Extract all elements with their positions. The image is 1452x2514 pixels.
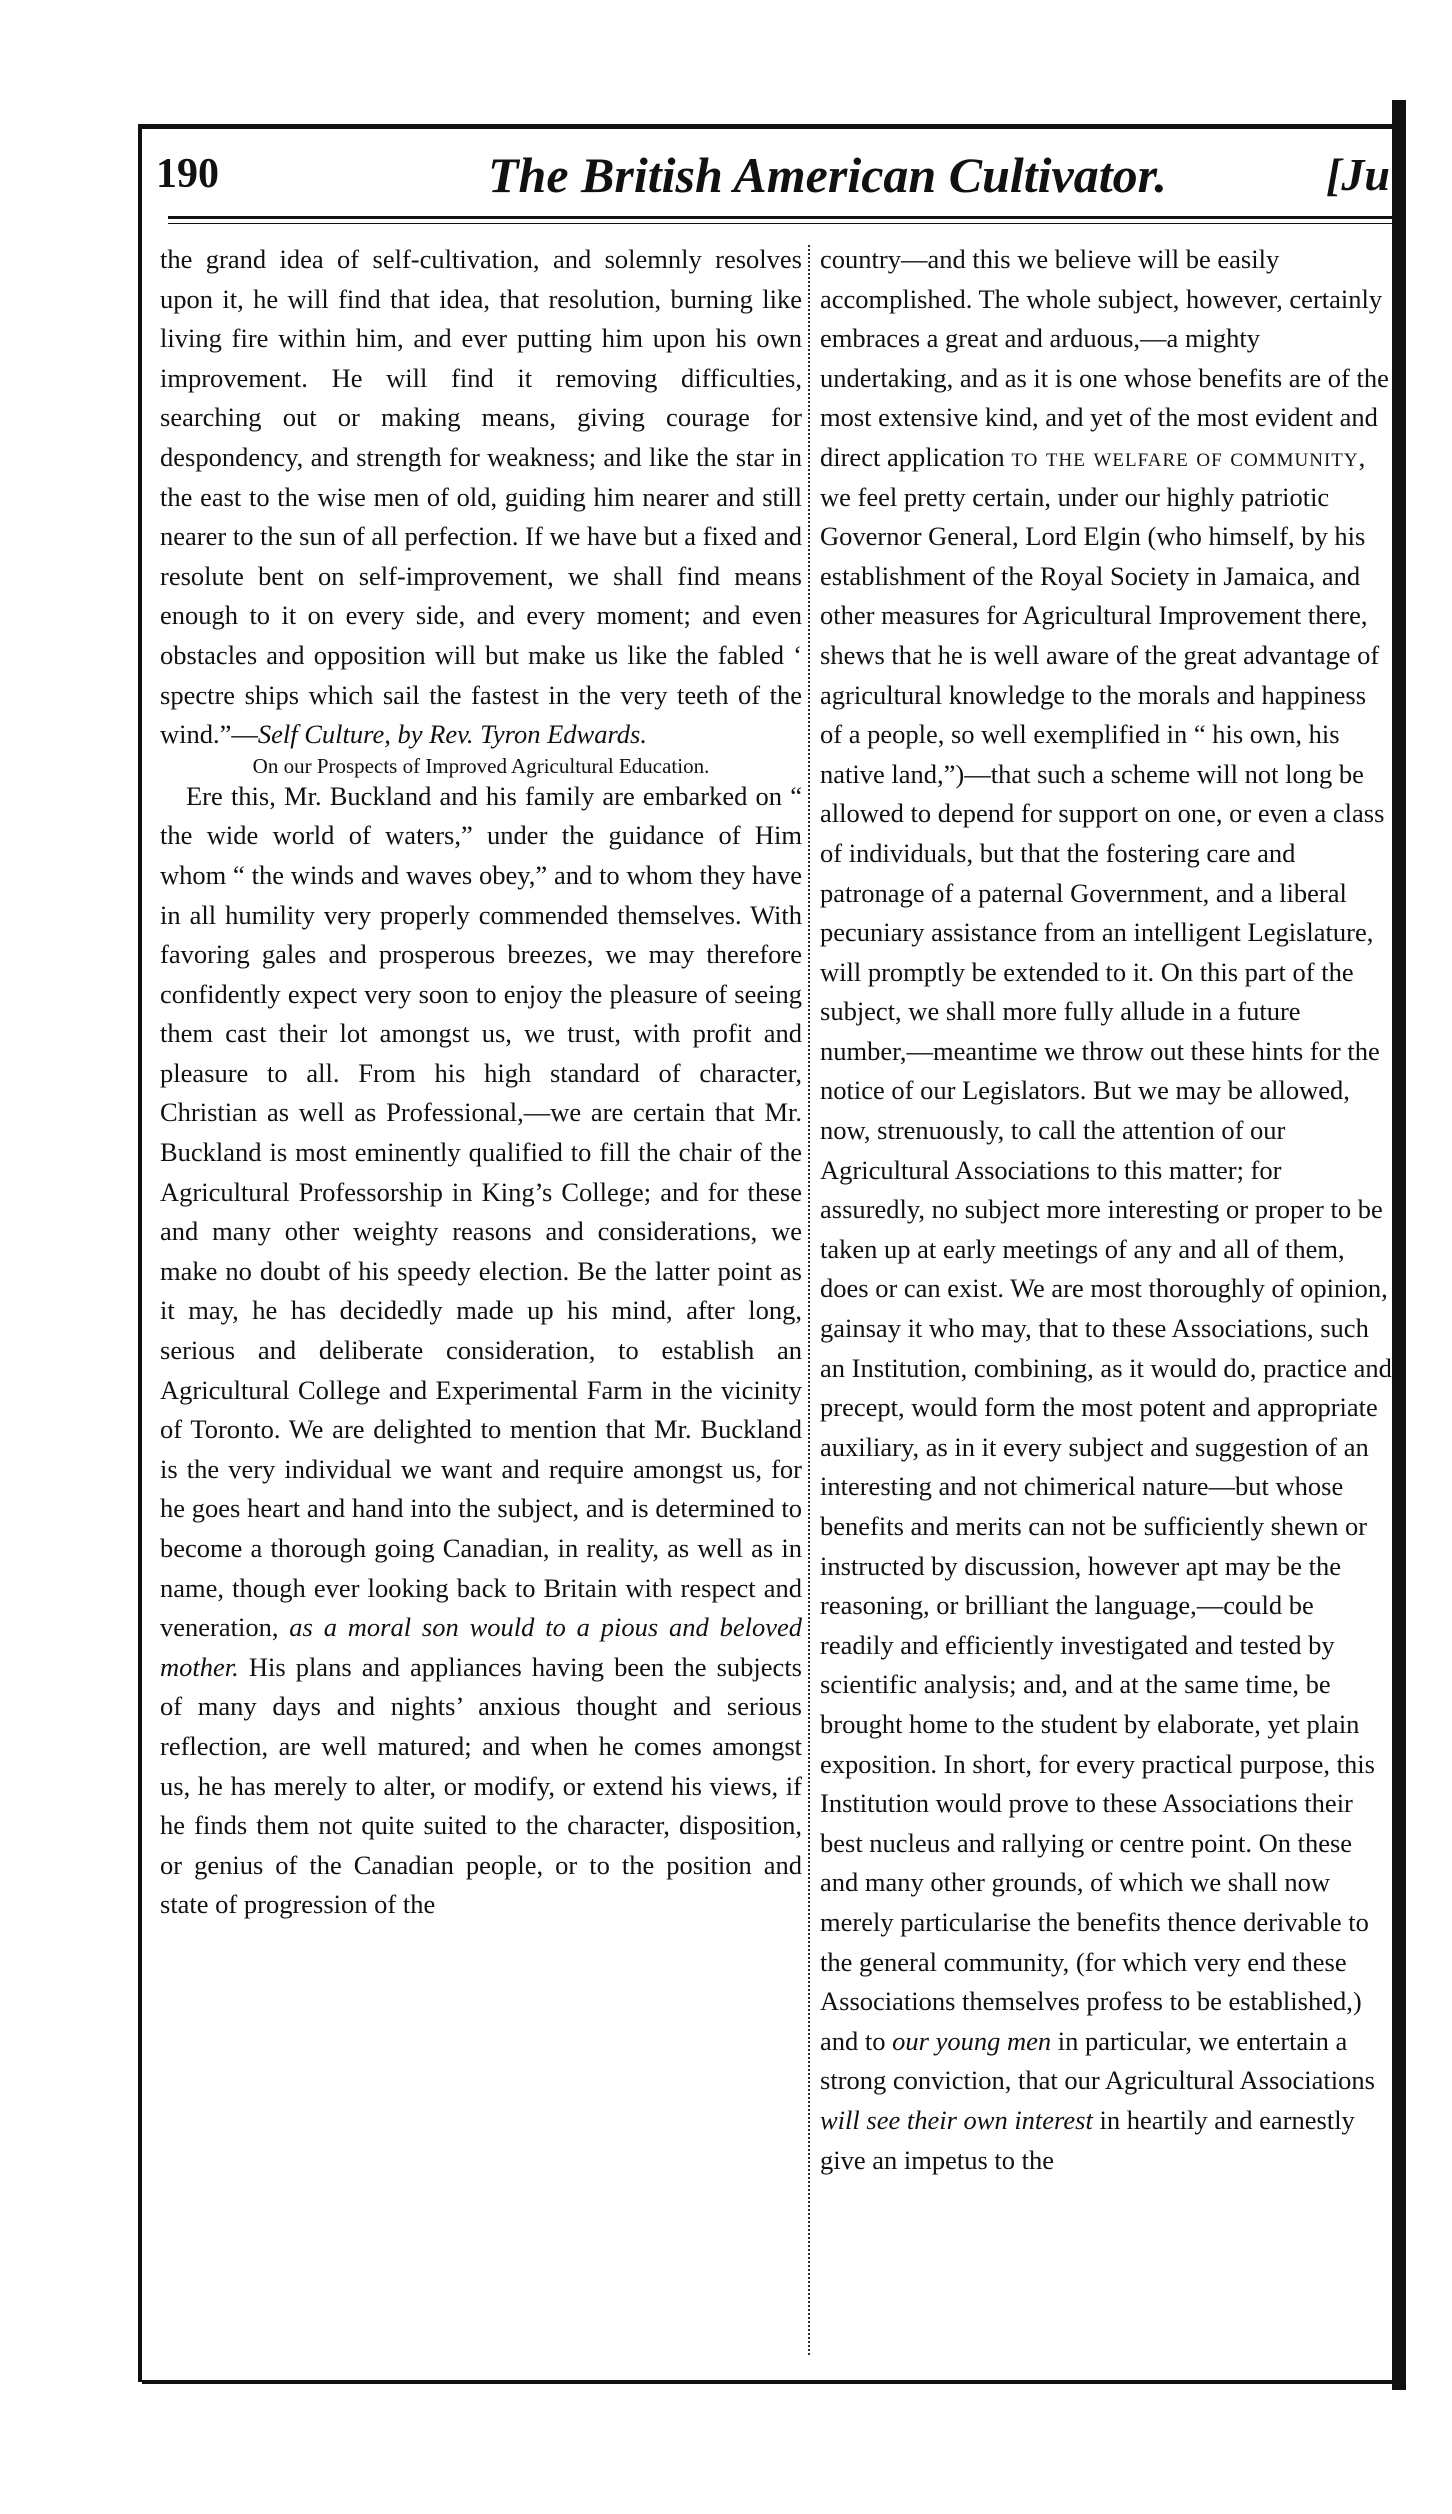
right-text-3: in particular, we entertain a strong conviction, that our Agricultural Associations	[820, 2025, 1375, 2096]
column-divider	[808, 245, 812, 2355]
left-column	[160, 240, 802, 2360]
page-number: 190	[156, 151, 219, 197]
page-header	[148, 140, 1392, 210]
quote-paragraph	[160, 240, 802, 755]
right-text-2: , we feel pretty certain, under our highly patriotic Governor General, Lord Elgin (who himself, by his establishment of the Royal Society in Jamaica, and other measures for Agricultural Improvement there, shews that he is well aware of the great advantage of agricultural knowledge to the morals and happiness of a people, so well exemplified in “ his own, his native land,”)—that such a scheme will not long be allowed to depend for support on one, or even a class of individuals, but that the fostering care and patronage of a paternal Government, and a liberal pecuniary assistance from an intelligent Legislature, will promptly be extended to it. On this part of the subject, we shall more fully allude in a future number,—meantime we throw out these hints for the notice of our Legislators. But we may be allowed, now, strenuously, to call the attention of our Agricultural Associations to this matter; for assuredly, no subject more interesting or proper to be taken up at early meetings of any and all of them, does or can exist. We are most thoroughly of opinion, gainsay it who may, that to these Associations, such an Institution, combining, as it would do, practice and precept, would form the most potent and appropriate auxiliary, as in it every subject and suggestion of an interesting and not chimerical nature—but whose benefits and merits can not be sufficiently shewn or instructed by discussion, however apt may be the reasoning, or brilliant the language,—could be readily and efficiently investigated and tested by scientific analysis; and, and at the same time, be brought home to the student by elaborate, yet plain exposition. In short, for every practical purpose, this Institution would prove to these Associations their best nucleus and rallying or centre point. On these and many other grounds, of which we shall now merely particularise the benefits thence derivable to the general community, (for which very end these Associations themselves profess to be established,) and to	[820, 441, 1392, 2056]
right-text-1: country—and this we believe will be easily accomplished. The whole subject, however, certainly embraces a great and arduous,—a mighty undertaking, and as it is one whose benefits are of the most extensive kind, and yet of the most evident and direct application	[820, 244, 1389, 472]
article-text-1: Ere this, Mr. Buckland and his family are embarked on “ the wide world of waters,” under the guidance of Him whom “ the winds and waves obey,” and to whom they have in all humility very properly commended themselves. With favoring gales and prosperous breezes, we may therefore confidently expect very soon to enjoy the pleasure of seeing them cast their lot amongst us, we trust, with profit and pleasure to all. From his high standard of character, Christian as well as Professional,—we are certain that Mr. Buckland is most eminently qualified to fill the chair of the Agricultural Professorship in King’s College; and for these and many other weighty reasons and considerations, we make no doubt of his speedy election. Be the latter point as it may, he has decidedly made up his mind, after long, serious and deliberate consideration, to establish an Agricultural College and Experimental Farm in the vicinity of Toronto. We are delighted to mention that Mr. Buckland is the very individual we want and require amongst us, for he goes heart and hand into the subject, and is determined to become a thorough going Canadian, in reality, as well as in name, though ever looking back to Britain with respect and veneration,	[160, 780, 802, 1643]
bottom-rule	[142, 2380, 1406, 2384]
right-italic-1: our young men	[892, 2025, 1052, 2056]
header-rule	[168, 216, 1392, 219]
right-small-caps-1: to the welfare of community	[1011, 441, 1359, 472]
quote-attribution: Self Culture, by Rev. Tyron Edwards.	[257, 719, 647, 750]
continued-paragraph	[820, 240, 1392, 2180]
article-italic-1: as a moral son would to a pious and beloved mother.	[160, 1612, 802, 1682]
article-text-2: His plans and appliances having been the subjects of many days and nights’ anxious thought and serious reflection, are well matured; and when he comes amongst us, he has merely to alter, or modify, or extend his views, if he finds them not quite suited to the character, disposition, or genius of the Canadian people, or to the position and state of progression of the	[160, 1651, 802, 1920]
running-title: The British American Cultivator.	[488, 147, 1167, 203]
quote-text: the grand idea of self-cultivation, and solemnly resolves upon it, he will find that idea, that resolution, burning like living fire within him, and ever putting him upon his own improvement. He will find it removing difficulties, searching out or making means, giving courage for despondency, and strength for weakness; and like the star in the east to the wise men of old, guiding him nearer and still nearer to the sun of all perfection. If we have but a fixed and resolute bent on self-improvement, we shall find means enough to it on every side, and every moment; and even obstacles and opposition will but make us like the fabled ‘ spectre ships which sail the fastest in the very teeth of the wind.”—	[160, 244, 802, 750]
right-column	[820, 240, 1392, 2360]
running-month: [Ju	[1326, 149, 1390, 200]
right-italic-2: will see their own interest	[820, 2104, 1093, 2135]
right-text-4: in heartily and earnestly give an impetus to the	[820, 2104, 1355, 2175]
header-rule-thin	[168, 223, 1392, 224]
article-paragraph	[160, 777, 802, 1925]
article-heading: On our Prospects of Improved Agricultural Education.	[252, 753, 710, 778]
